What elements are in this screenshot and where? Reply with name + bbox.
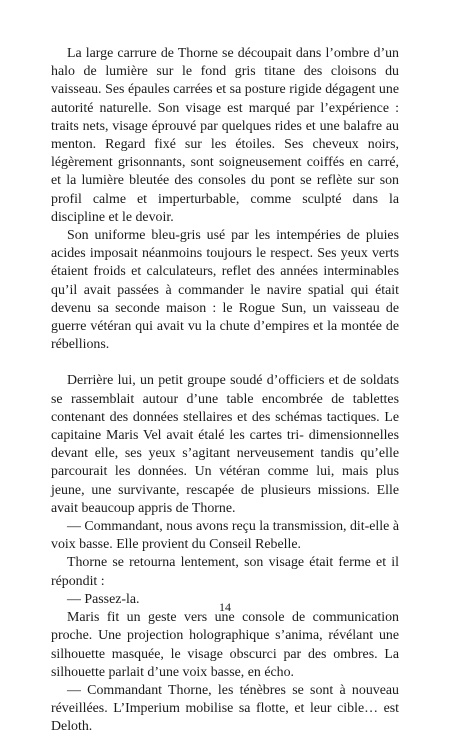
body-text xyxy=(51,45,399,737)
page-number: 14 xyxy=(219,600,231,614)
paragraph: La large carrure de Thorne se découpait dans l’ombre d’un halo de lumière sur le fond gris titane des cloisons du vaisseau. Ses épaules carrées et sa posture rigide dégagent une autorité naturelle. Son visage est marqué par l’expérience : traits nets, visage éprouvé par quelques rides et une balafre au menton. Regard fixé sur les étoiles. Ses cheveux noirs, légèrement grisonnants, sont soigneusement coiffés en carré, et la lumière bleutée des consoles du pont se reflète sur son profil calme et imperturbable, comme sculpté dans la discipline et le devoir. xyxy=(51,46,399,225)
dialogue-line: — Commandant Thorne, les ténèbres se sont à nouveau réveillées. L’Imperium mobilise sa flotte, et leur cible… est Deloth. xyxy=(51,682,399,735)
paragraph: Derrière lui, un petit groupe soudé d’officiers et de soldats se rassemblait autour d’une table encombrée de tablettes contenant des données stellaires et des schémas tactiques. Le capitaine Maris Vel avait étalé les cartes tri- dimensionnelles devant elle, ses yeux s’agitant nerveusement tandis qu’elle parcourait les données. Un vétéran comme lui, mais plus jeune, une survivante, rescapée de plusieurs missions. Elle avait beaucoup appris de Thorne. xyxy=(51,373,399,516)
dialogue-line: — Passez-la. xyxy=(67,591,140,607)
dialogue-line: — Commandant, nous avons reçu la transmission, dit-elle à voix basse. Elle provient du Conseil Rebelle. xyxy=(51,519,399,553)
paragraph: Thorne se retourna lentement, son visage était ferme et il répondit : xyxy=(51,555,399,589)
paragraph: Maris fit un geste vers une console de communication proche. Une projection holographique s’anima, révélant une silhouette masquée, le visage obscurci par des ombres. La silhouette parlait d’une voix basse, en écho. xyxy=(51,610,399,680)
paragraph: Son uniforme bleu-gris usé par les intempéries de pluies acides imposait néanmoins toujours le respect. Ses yeux verts étaient froids et calculateurs, reflet des années interminables qu’il avait passées à commander le navire spatial qui était devenu sa seconde maison : le Rogue Sun, un vaisseau de guerre vétéran qui avait vu la chute d’empires et la montée de rébellions. xyxy=(51,228,399,353)
